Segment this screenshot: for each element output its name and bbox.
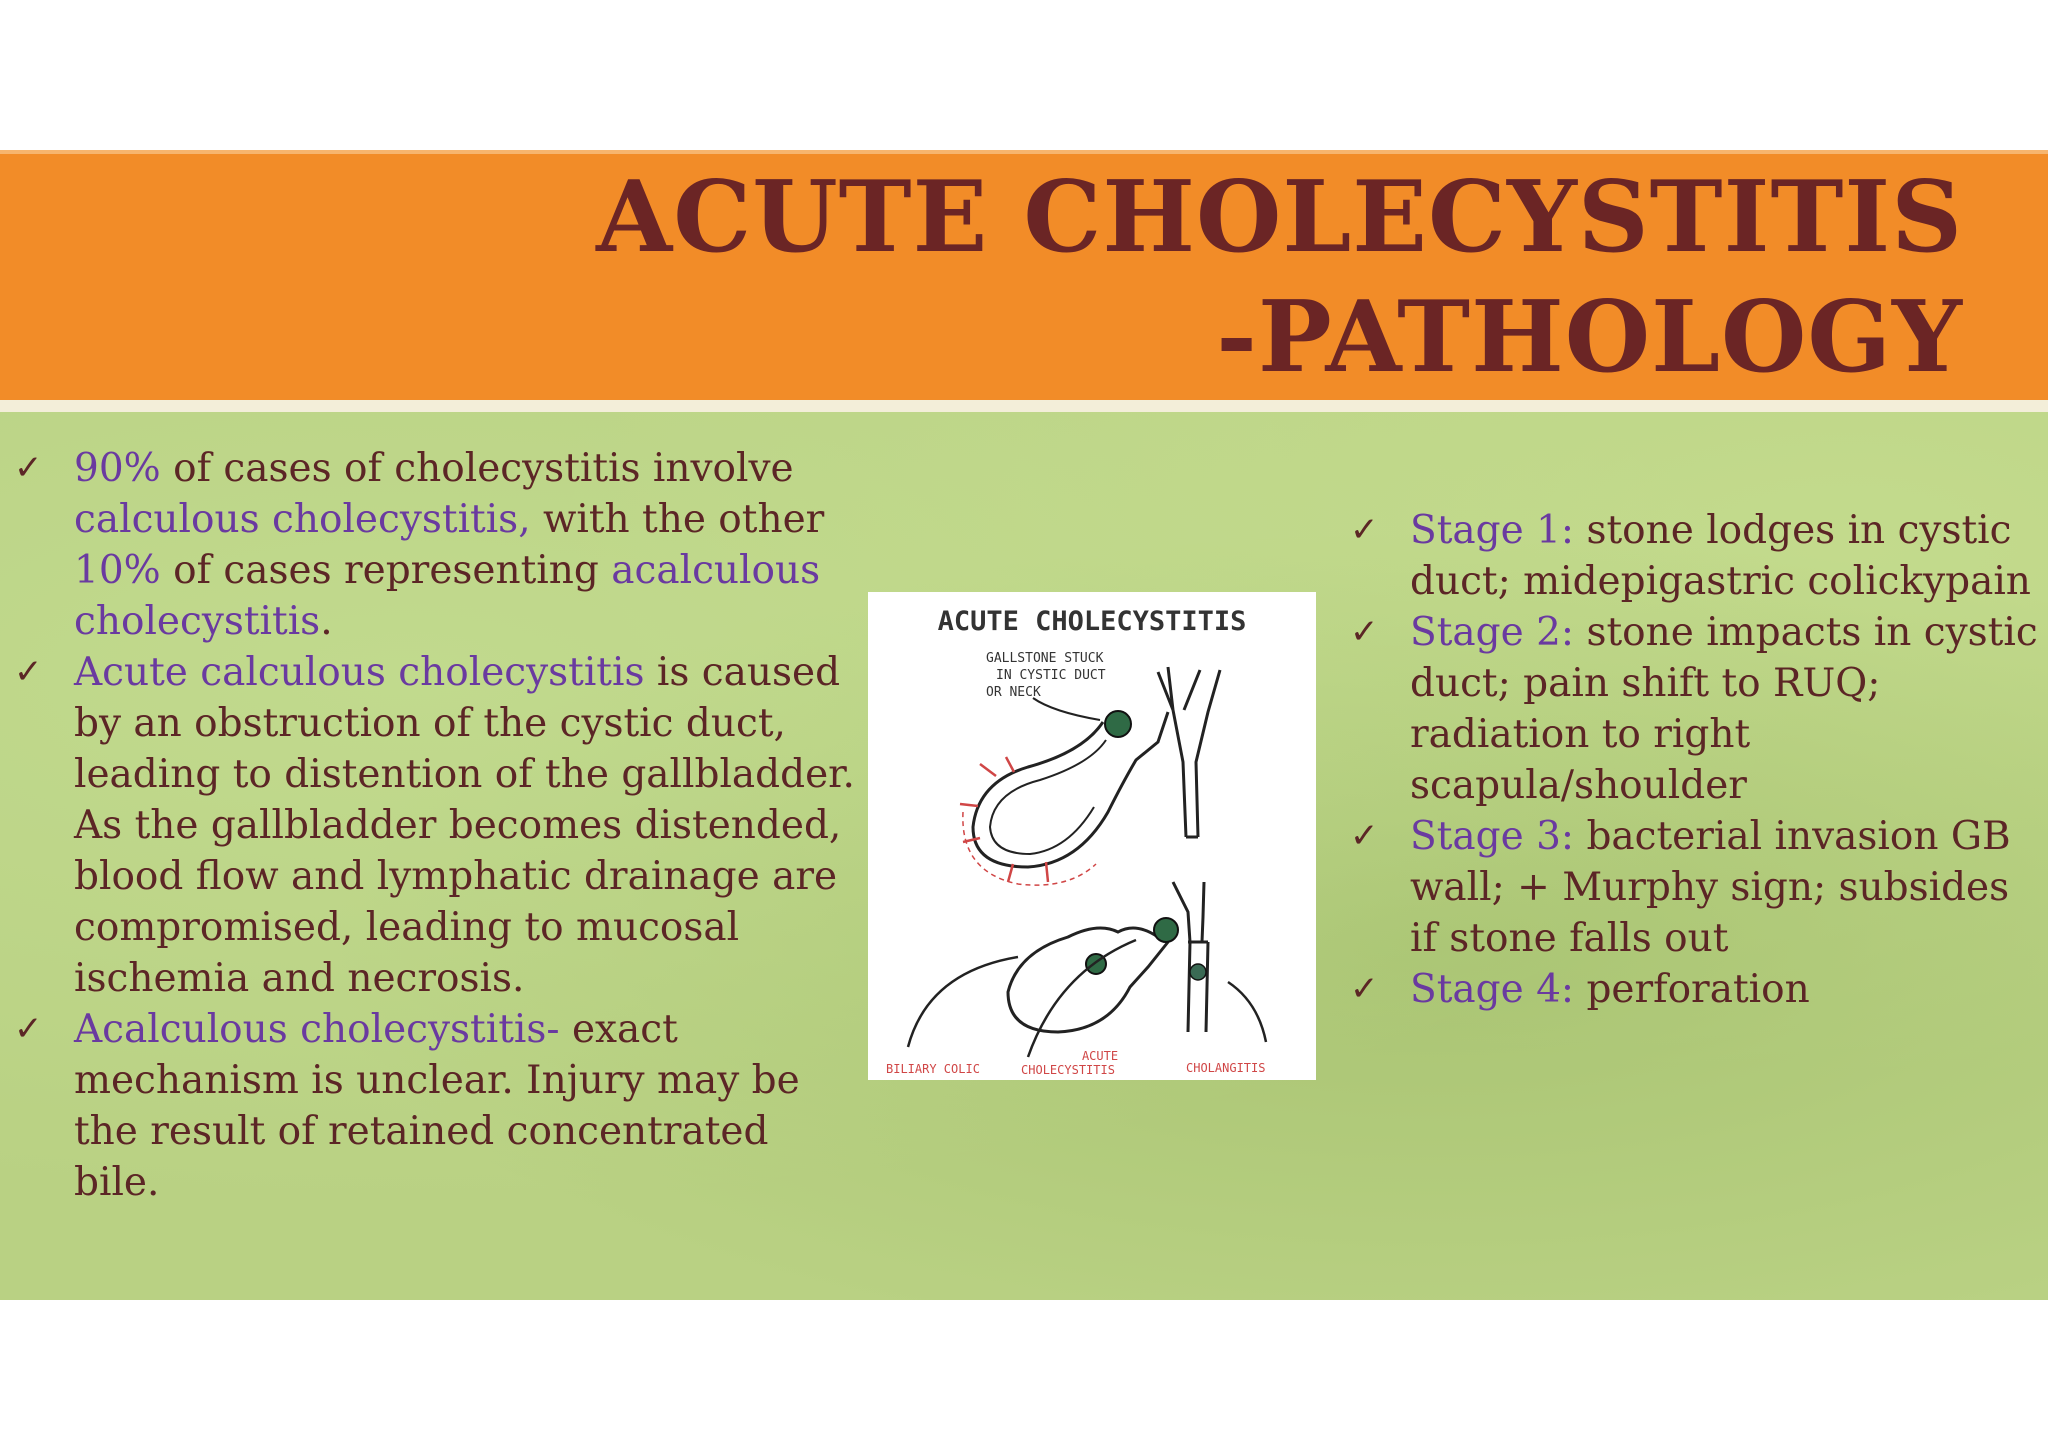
highlight-text: Stage 4: <box>1410 967 1575 1012</box>
body-text: bacterial invasion GB wall; + Murphy sign; subsides if stone falls out <box>1410 814 2011 961</box>
check-mark-icon: ✓ <box>14 652 43 692</box>
pointer-arrows <box>908 940 1266 1057</box>
bullet-item <box>14 1004 864 1208</box>
body-text: of cases representing <box>160 548 612 593</box>
body-text: exact mechanism is unclear. Injury may be the result of retained concentrated bile. <box>74 1007 800 1205</box>
bullet-item <box>1350 505 2040 607</box>
highlight-text: Stage 3: <box>1410 814 1575 859</box>
highlight-text: Acalculous cholecystitis- <box>74 1007 560 1052</box>
title-band <box>0 150 2048 402</box>
highlight-text: calculous cholecystitis, <box>74 497 531 542</box>
check-mark-icon: ✓ <box>14 448 43 488</box>
left-column <box>14 443 864 1208</box>
highlight-text: 10% <box>74 548 161 593</box>
bullet-item <box>1350 964 2040 1015</box>
bullet-item <box>14 443 864 647</box>
check-mark-icon: ✓ <box>1350 816 1379 856</box>
bullet-item <box>1350 607 2040 811</box>
bullet-item <box>14 647 864 1004</box>
lower-gallbladder <box>1008 928 1168 1032</box>
upper-biliary-tree <box>1158 667 1220 837</box>
upper-gallbladder <box>973 712 1168 867</box>
check-mark-icon: ✓ <box>1350 969 1379 1009</box>
check-mark-icon: ✓ <box>1350 510 1379 550</box>
body-text: is caused by an obstruction of the cystic duct, leading to distention of the gallbladder. As the gallbladder becomes distended, blood flow and lymphatic drainage are compromised, leading to mucosal ischemia and necrosis. <box>74 650 855 1001</box>
body-text: stone lodges in cystic duct; midepigastric colickypain <box>1410 508 2031 604</box>
right-column <box>1350 505 2040 1015</box>
highlight-text: Stage 1: <box>1410 508 1575 553</box>
highlight-text: acalculous cholecystitis <box>74 548 821 644</box>
body-text: . <box>320 599 333 644</box>
title-line-1: ACUTE CHOLECYSTITIS <box>596 160 1963 275</box>
lower-gallstone-neck <box>1154 918 1178 942</box>
body-text: with the other <box>530 497 825 542</box>
check-mark-icon: ✓ <box>1350 612 1379 652</box>
figure-note-line-2: IN CYSTIC DUCT <box>996 668 1106 683</box>
highlight-text: Stage 2: <box>1410 610 1575 655</box>
right-bullet-list <box>1350 505 2040 1015</box>
note-pointer <box>1033 698 1100 720</box>
highlight-text: Acute calculous cholecystitis <box>74 650 645 695</box>
highlight-text: 90% <box>74 446 161 491</box>
lower-biliary-tree <box>1173 882 1208 1032</box>
figure-note-line-3: OR NECK <box>986 685 1041 700</box>
gallbladder-diagram <box>868 592 1316 1080</box>
title-line-2: -PATHOLOGY <box>1216 280 1963 395</box>
figure-title: ACUTE CHOLECYSTITIS <box>937 606 1247 637</box>
figure-note-line-1: GALLSTONE STUCK <box>986 651 1104 666</box>
figure-label-biliary-colic: BILIARY COLIC <box>886 1062 980 1076</box>
body-text: perforation <box>1574 967 1810 1012</box>
slide-title <box>596 158 1963 398</box>
figure-label-cholangitis: CHOLANGITIS <box>1186 1061 1266 1075</box>
body-text: of cases of cholecystitis involve <box>160 446 794 491</box>
bullet-item <box>1350 811 2040 964</box>
check-mark-icon: ✓ <box>14 1009 43 1049</box>
upper-gallstone <box>1105 711 1131 737</box>
lower-gallstone-duct <box>1190 964 1206 980</box>
figure-label-acute-2: CHOLECYSTITIS <box>1021 1063 1115 1077</box>
left-bullet-list <box>14 443 864 1208</box>
figure-label-acute-1: ACUTE <box>1081 1049 1119 1063</box>
body-text: stone impacts in cystic duct; pain shift to RUQ; radiation to right scapula/shoulder <box>1410 610 2038 808</box>
